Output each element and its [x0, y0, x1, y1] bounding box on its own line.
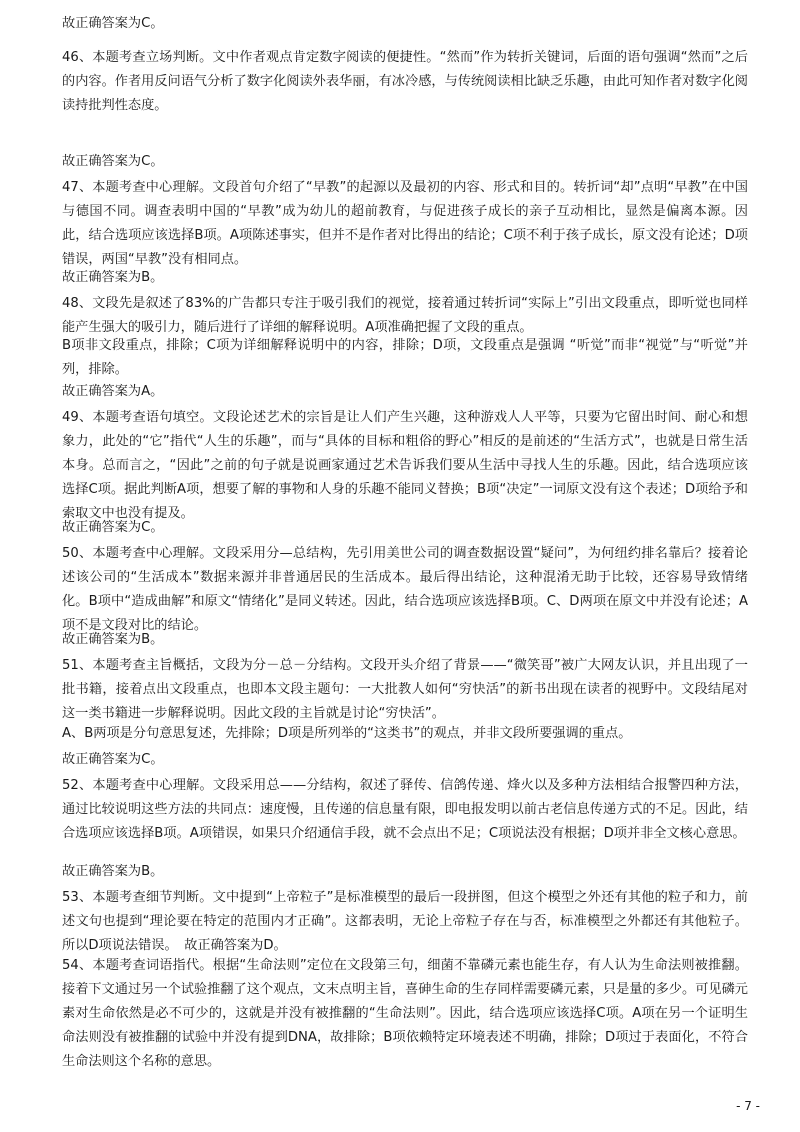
answer-line-46: 故正确答案为C。	[62, 154, 164, 169]
answer-line-49: 故正确答案为C。	[62, 520, 164, 535]
explanation-48-options: B项非文段重点，排除；C项为详细解释说明中的内容，排除；D项，文段重点是强调 “听觉”而非“视觉”与“听觉”并列，排除。	[62, 338, 748, 377]
answer-line-48: 故正确答案为A。	[62, 384, 164, 399]
explanation-48: 48、文段先是叙述了83%的广告都只专注于吸引我们的视觉，接着通过转折词“实际上”引出文段重点，即听觉也同样能产生强大的吸引力，随后进行了详细的解释说明。A项准确把握了文段的重点。	[62, 296, 748, 335]
explanation-54: 54、本题考查词语指代。根据“生命法则”定位在文段第三句，细菌不靠磷元素也能生存，有人认为生命法则被推翻。接着下文通过另一个试验推翻了这个观点，文末点明主旨，喜砷生命的生存同样需要磷元素，只是量的多少。可见磷元素对生命依然是必不可少的，这就是并没有被推翻的“生命法则”。因此，结合选项应该选择C项。A项在另一个证明生命法则没有被推翻的试验中并没有提到DNA，故排除；B项依赖特定环境表述不明确，排除；D项过于表面化，不符合生命法则这个名称的意思。	[62, 958, 748, 1069]
answer-line-47: 故正确答案为B。	[62, 270, 164, 285]
explanation-46: 46、本题考查立场判断。文中作者观点肯定数字阅读的便捷性。“然而”作为转折关键词，后面的语句强调“然而”之后的内容。作者用反问语气分析了数字化阅读外表华丽，有冰冷感，与传统阅读相比缺乏乐趣，由此可知作者对数字化阅读持批判性态度。	[62, 50, 748, 113]
answer-line-50: 故正确答案为B。	[62, 632, 164, 647]
explanation-52: 52、本题考查中心理解。文段采用总——分结构，叙述了驿传、信鸽传递、烽火以及多种方法相结合报警四种方法，通过比较说明这些方法的共同点：速度慢，且传递的信息量有限，即电报发明以前古老信息传递方式的不足。因此，结合选项应该选择B项。A项错误，如果只介绍通信手段，就不会点出不足；C项说法没有根据；D项并非全文核心意思。	[62, 778, 748, 841]
page-number: - 7 -	[736, 1099, 760, 1113]
explanation-49: 49、本题考查语句填空。文段论述艺术的宗旨是让人们产生兴趣，这种游戏人人平等，只要为它留出时间、耐心和想象力，此处的“它”指代“人生的乐趣”，而与“具体的目标和粗俗的野心”相反的是前述的“生活方式”，也就是日常生活本身。总而言之，“因此”之前的句子就是说画家通过艺术告诉我们要从生活中寻找人生的乐趣。因此，结合选项应该选择C项。据此判断A项，想要了解的事物和人身的乐趣不能同义替换；B项“决定”一词原文没有这个表述；D项给予和索取文中也没有提及。	[62, 410, 748, 521]
answer-line-45: 故正确答案为C。	[62, 16, 164, 31]
explanation-51: 51、本题考查主旨概括，文段为分－总－分结构。文段开头介绍了背景——“微笑哥”被广大网友认识，并且出现了一批书籍，接着点出文段重点，也即本文段主题句：一大批教人如何“穷快活”的新书出现在读者的视野中。文段结尾对这一类书籍进一步解释说明。因此文段的主旨就是讨论“穷快活”。	[62, 658, 748, 721]
explanation-53: 53、本题考查细节判断。文中提到“上帝粒子”是标准模型的最后一段拼图，但这个模型之外还有其他的粒子和力，前述文句也提到“理论要在特定的范围内才正确”。这都表明，无论上帝粒子存在与否，标准模型之外都还有其他粒子。所以D项说法错误。 故正确答案为D。	[62, 890, 748, 953]
answer-line-51: 故正确答案为C。	[62, 752, 164, 767]
explanation-51-options: A、B两项是分句意思复述，先排除；D项是所列举的“这类书”的观点，并非文段所要强调的重点。	[62, 726, 632, 741]
answer-line-52: 故正确答案为B。	[62, 864, 164, 879]
explanation-47: 47、本题考查中心理解。文段首句介绍了“早教”的起源以及最初的内容、形式和目的。转折词“却”点明“早教”在中国与德国不同。调查表明中国的“早教”成为幼儿的超前教育，与促进孩子成长的亲子互动相比，显然是偏离本源。因此，结合选项应该选择B项。A项陈述事实，但并不是作者对比得出的结论；C项不利于孩子成长，原文没有论述；D项错误，两国“早教”没有相同点。	[62, 180, 748, 267]
explanation-50: 50、本题考查中心理解。文段采用分—总结构，先引用美世公司的调查数据设置“疑问”，为何纽约排名靠后？接着论述该公司的“生活成本”数据来源并非普通居民的生活成本。最后得出结论，这种混淆无助于比较，还容易导致情绪化。B项中“造成曲解”和原文“情绪化”是同义转述。因此，结合选项应该选择B项。C、D两项在原文中并没有论述；A项不是文段对比的结论。	[62, 546, 748, 633]
